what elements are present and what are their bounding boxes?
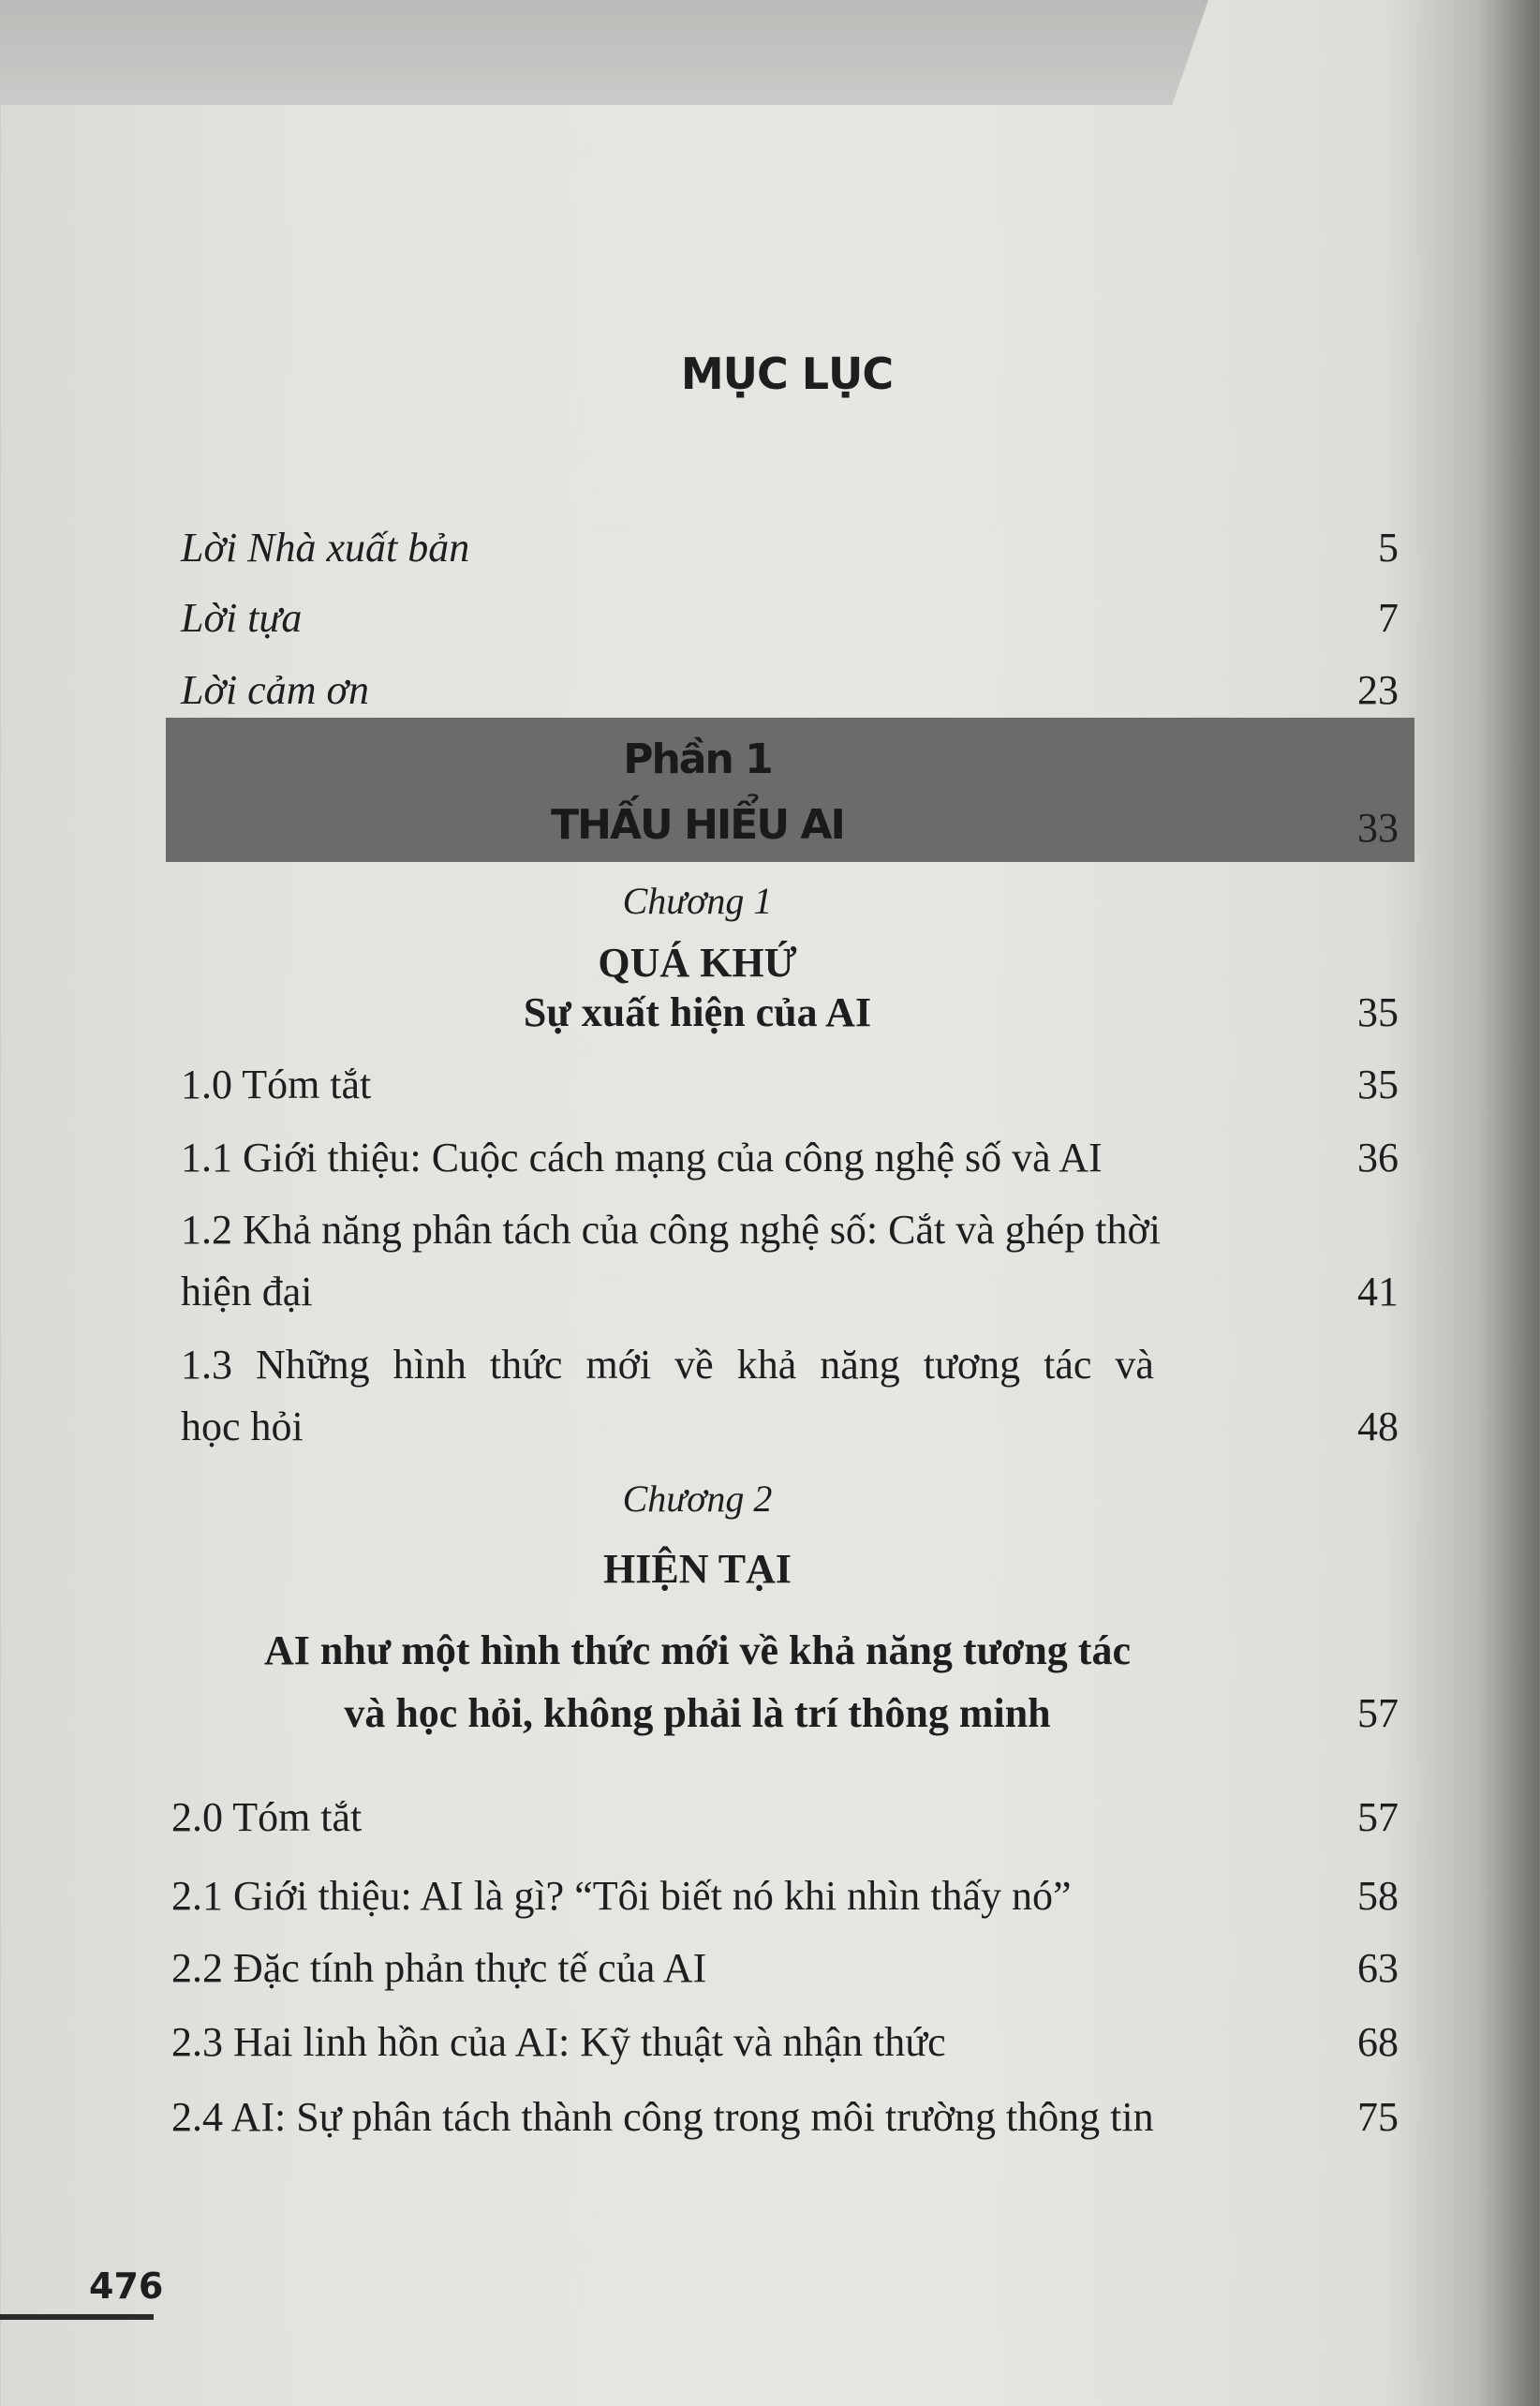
toc-section-page: 68	[1357, 2019, 1399, 2065]
toc-section-page: 35	[1357, 1062, 1399, 1107]
toc-entry-page: 23	[1357, 667, 1399, 713]
chapter-subtitle: Sự xuất hiện của AI	[523, 989, 872, 1035]
toc-section-label-cont: hiện đại	[181, 1269, 313, 1314]
chapter-page: 35	[1357, 989, 1399, 1035]
toc-section-label: 2.3 Hai linh hồn của AI: Kỹ thuật và nhận thức	[171, 2019, 946, 2065]
toc-entry-label: Lời cảm ơn	[181, 667, 369, 713]
chapter-label: Chương 1	[622, 880, 773, 922]
toc-section-page: 48	[1357, 1404, 1399, 1449]
toc-section-page: 63	[1357, 1945, 1399, 1991]
page-title: MỤC LỤC	[680, 349, 894, 399]
part-label: Phần 1	[623, 735, 772, 783]
toc-section-label: 2.2 Đặc tính phản thực tế của AI	[171, 1945, 707, 1991]
toc-section-label: 1.2 Khả năng phân tách của công nghệ số: Cắt và ghép thời	[181, 1207, 1161, 1253]
toc-entry-page: 7	[1378, 595, 1399, 641]
part-title: THẤU HIỂU AI	[551, 801, 844, 849]
toc-section-label-cont: học hỏi	[181, 1404, 304, 1449]
page-number-rule	[0, 2314, 154, 2320]
previous-page-edge	[0, 0, 1208, 105]
toc-section-page: 75	[1357, 2094, 1399, 2140]
chapter-title: HIỆN TẠI	[603, 1546, 792, 1592]
toc-section-label: 1.0 Tóm tắt	[181, 1062, 372, 1107]
toc-section-label: 2.1 Giới thiệu: AI là gì? “Tôi biết nó khi nhìn thấy nó”	[171, 1873, 1072, 1919]
toc-section-page: 36	[1357, 1135, 1399, 1181]
chapter-page: 57	[1357, 1690, 1399, 1736]
part-page: 33	[1357, 805, 1399, 851]
toc-section-page: 58	[1357, 1873, 1399, 1919]
toc-section-page: 57	[1357, 1794, 1399, 1840]
toc-section-label: 1.3 Những hình thức mới về khả năng tương tác và	[181, 1342, 1154, 1388]
page-number: 476	[89, 2265, 164, 2307]
toc-section-page: 41	[1357, 1269, 1399, 1314]
toc-section-label: 1.1 Giới thiệu: Cuộc cách mạng của công nghệ số và AI	[181, 1135, 1103, 1181]
chapter-subtitle: và học hỏi, không phải là trí thông minh	[344, 1690, 1051, 1736]
toc-entry-page: 5	[1378, 525, 1399, 571]
toc-section-label: 2.0 Tóm tắt	[171, 1794, 363, 1840]
chapter-title: QUÁ KHỨ	[598, 940, 797, 986]
toc-entry-label: Lời Nhà xuất bản	[181, 525, 470, 571]
toc-entry-label: Lời tựa	[181, 595, 303, 641]
toc-section-label: 2.4 AI: Sự phân tách thành công trong môi trường thông tin	[171, 2094, 1154, 2140]
chapter-subtitle: AI như một hình thức mới về khả năng tương tác	[264, 1627, 1131, 1673]
chapter-label: Chương 2	[622, 1478, 773, 1520]
